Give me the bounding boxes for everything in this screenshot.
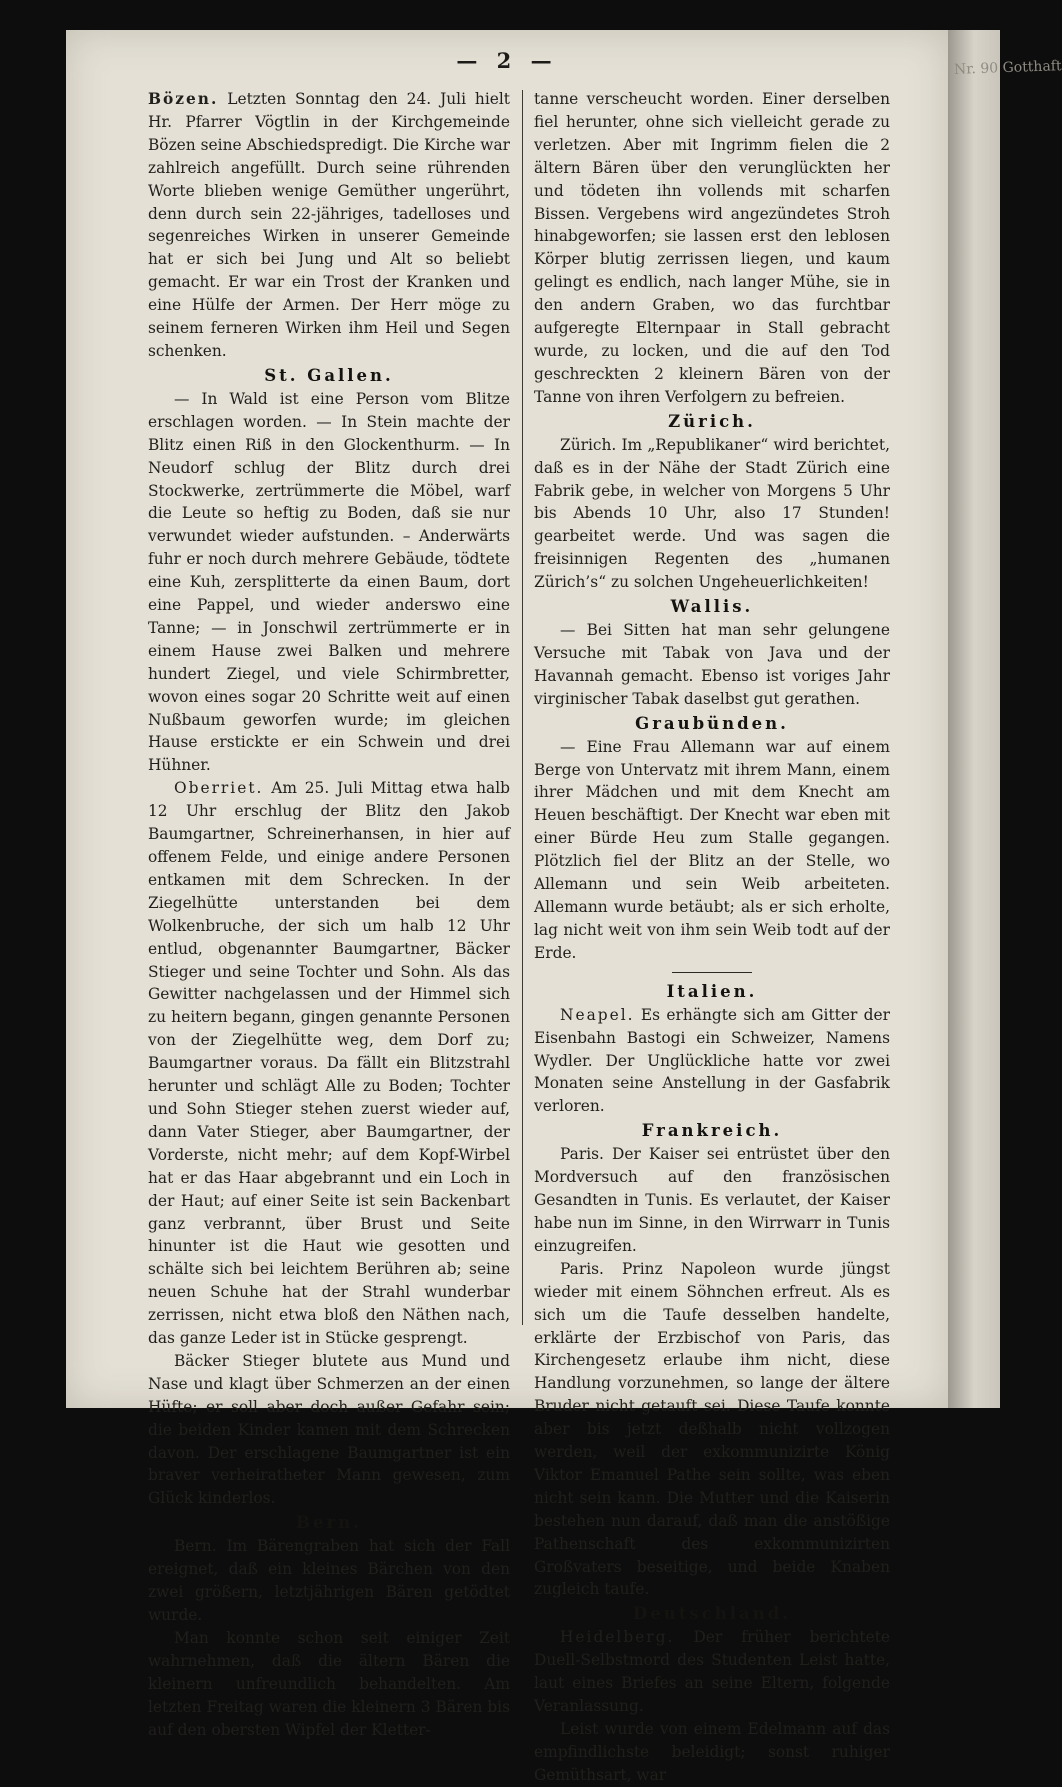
right-column [534,88,890,1787]
article-graubuenden: — Eine Frau Allemann war auf einem Berge von Untervatz mit ihrem Mann, einem ihrer Mädchen und mit dem Knecht am Heuen beschäftigt. Der Knecht war eben mit einer Bürde Heu zum Stalle gegangen. Plötzlich fiel der Blitz an der Stelle, wo Allemann und sein Weib arbeiteten. Allemann wurde betäubt; als er sich erholte, lag nicht weit von ihm sein Weib todt auf der Erde. [534,737,890,962]
bleed-through-text: Nr. 90 Gotthaft [953,58,1062,78]
left-column [148,88,510,1741]
article-oberriet [148,777,510,1350]
article-heidelberg [534,1626,890,1718]
heading-wallis: Wallis. [670,597,754,617]
article-st-gallen-p3: Bäcker Stieger blutete aus Mund und Nase und klagt über Schmerzen an der einen Hüfte; er soll aber doch außer Gefahr sein; die beiden Kinder kamen mit dem Schrecken davon. Der erschlagene Baumgartner ist ein braver verheiratheter Mann gewesen, zum Glück kinderlos. [148,1351,510,1508]
article-neapel [534,1004,890,1119]
heading-deutschland: Deutschland. [633,1604,791,1624]
article-zuerich: Zürich. Im „Republikaner“ wird berichtet, daß es in der Nähe der Stadt Zürich eine Fabrik gebe, in welcher von Morgens 5 Uhr bis Abends 10 Uhr, also 17 Stunden! gearbeitet werde. Und was sagen die freisinnigen Regenten des „humanen Zürich’s“ zu solchen Ungeheuerlichkeiten! [534,435,890,592]
place-bern: Bern. [174,1537,217,1556]
article-paris-2-text: Prinz Napoleon wurde jüngst wieder mit einem Söhnchen erfreut. Als es sich um die Taufe desselben handelte, erklärte der Erzbischof von Paris, das Kirchengesetz erlaube ihm nicht, diese Handlung vorzunehmen, so lange der ältere Bruder nicht getauft sei. Diese Taufe konnte aber bis jetzt deßhalb nicht vollzogen werden, weil der exkommunizirte König Viktor Emanuel Pathe sein sollte, was eben nicht sein kann. Die Mutter und die Kaiserin bestehen nun darauf, daß man die anstößige Pathenschaft des exkommunizirten Großvaters beseitige, und beide Knaben zugleich taufe. [534,1259,890,1599]
article-bern-p1-text: Im Bärengraben hat sich der Fall ereignet, daß ein kleines Bärchen von den zwei größern, letztjährigen Bären getödtet wurde. [148,1537,510,1624]
article-wallis: — Bei Sitten hat man sehr gelungene Versuche mit Tabak von Java und der Havannah gemacht. Ebenso ist voriges Jahr virginischer Tabak daselbst gut gerathen. [534,621,890,708]
heading-st-gallen: St. Gallen. [264,365,394,385]
heading-graubuenden: Graubünden. [635,713,789,733]
place-oberriet: Oberriet. [174,779,264,798]
article-bern-continued: tanne verscheucht worden. Einer derselben fiel herunter, ohne sich vielleicht gerade zu verletzen. Aber mit Ingrimm fielen die 2 ältern Bären über den verunglückten her und tödeten ihn vollends mit scharfen Bissen. Vergebens wird angezündetes Stroh hinabgeworfen; sie lassen erst den leblosen Körper blutig zerrissen liegen, und kaum gelingt es endlich, nach langer Mühe, sie in den andern Graben, wo das furchtbar aufgeregte Elternpaar in Stall gebracht wurde, zu locken, und die auf den Tod geschreckten 2 kleinern Bären von der Tanne von ihren Verfolgern zu befreien. [534,90,890,406]
next-page-edge [948,30,1062,1408]
article-oberriet-text: Am 25. Juli Mittag etwa halb 12 Uhr erschlug der Blitz den Jakob Baumgartner, Schreinerhansen, in hier auf offenem Felde, und einige andere Personen entkamen mit dem Schrecken. In der Ziegelhütte unterstanden bei dem Wolkenbruche, der sich um halb 12 Uhr entlud, obgenannter Baumgartner, Bäcker Stieger und seine Tochter und Sohn. Als das Gewitter nachgelassen und der Himmel sich zu heitern begann, gingen genannte Personen von der Ziegelhütte weg, dem Dorf zu; Baumgartner voraus. Da fällt ein Blitzstrahl herunter und schlägt Alle zu Boden; Tochter und Sohn Stieger stehen zuerst wieder auf, dann Vater Stieger, aber Baumgartner, der Vorderste, nicht mehr; auf dem Kopf-Wirbel hat er das Haar abgebrannt und ein Loch in der Haut; auf einer Seite ist sein Backenbart ganz verbrannt, über Brust und Seite hinunter ist die Haut wie gesotten und schälte sich bei leichtem Berühren ab; seine neuen Schuhe hat der Strahl wunderbar zerrissen, nicht etwa bloß den Näthen nach, das ganze Leder ist in Stücke gesprengt. [148,779,510,1348]
heading-frankreich: Frankreich. [641,1121,783,1141]
article-paris-1-text: Der Kaiser sei entrüstet über den Mordversuch auf den französischen Gesandten in Tunis. Es verlautet, der Kaiser habe nun im Sinne, in den Wirrwarr in Tunis einzugreifen. [534,1145,890,1255]
article-paris-1 [534,1143,890,1258]
article-heidelberg-text: Der früher berichtete Duell-Selbstmord des Studenten Leist hatte, laut eines Briefes an seine Eltern, folgende Veranlassung. [534,1628,890,1716]
place-neapel: Neapel. [560,1005,635,1024]
article-boezen-text: Letzten Sonntag den 24. Juli hielt Hr. Pfarrer Vögtlin in der Kirchgemeinde Bözen seine Abschiedspredigt. Die Kirche war zahlreich angefüllt. Durch seine rührenden Worte blieben wenige Gemüther ungerührt, denn durch sein 22-jähriges, tadelloses und segenreiches Wirken in unserer Gemeinde hat er sich bei Jung und Alt so beliebt gemacht. Er war ein Trost der Kranken und eine Hülfe der Armen. Der Herr möge zu seinem ferneren Wirken ihm Heil und Segen schenken. [148,90,510,360]
column-divider [522,90,523,1325]
place-paris-1: Paris. [560,1145,604,1164]
place-paris-2: Paris. [560,1259,604,1278]
page-number: — 2 — [456,48,558,73]
article-paris-2 [534,1258,890,1602]
heading-boezen: Bözen. [148,90,219,108]
heading-bern: Bern. [296,1513,362,1533]
article-deutschland-p2: Leist wurde von einem Edelmann auf das empfindlichste beleidigt; sonst ruhiger Gemüthsart, war [534,1720,890,1784]
place-heidelberg: Heidelberg. [560,1628,675,1647]
article-st-gallen-p1: — In Wald ist eine Person vom Blitze erschlagen worden. — In Stein machte der Blitz einen Riß in den Glockenthurm. — In Neudorf schlug der Blitz durch drei Stockwerke, zertrümmerte die Möbel, warf die Leute so heftig zu Boden, daß sie nur verwundet wieder aufstunden. – Anderwärts fuhr er noch durch mehrere Gebäude, tödtete eine Kuh, zersplitterte da einen Baum, dort eine Pappel, und wieder anderswo eine Tanne; — in Jonschwil zertrümmerte er in einem Hause zwei Balken und mehrere hundert Ziegel, und viele Schirmbretter, wovon eines sogar 20 Schritte weit auf einen Nußbaum geworfen wurde; im gleichen Hause erstickte er ein Schwein und drei Hühner. [148,389,510,775]
heading-zuerich: Zürich. [668,411,756,431]
section-rule [672,972,752,973]
article-bern-p1 [148,1535,510,1627]
heading-italien: Italien. [666,981,758,1001]
article-neapel-text: Es erhängte sich am Gitter der Eisenbahn Bastogi ein Schweizer, Namens Wydler. Der Unglückliche hatte vor zwei Monaten seine Anstellung in der Gasfabrik verloren. [534,1005,890,1116]
article-boezen [148,88,510,363]
article-bern-p2: Man konnte schon seit einiger Zeit wahrnehmen, daß die ältern Bären die kleinern unfreundlich behandelten. Am letzten Freitag waren die kleinern 3 Bären bis auf den obersten Wipfel der Kletter- [148,1628,510,1739]
newspaper-page [66,30,948,1784]
